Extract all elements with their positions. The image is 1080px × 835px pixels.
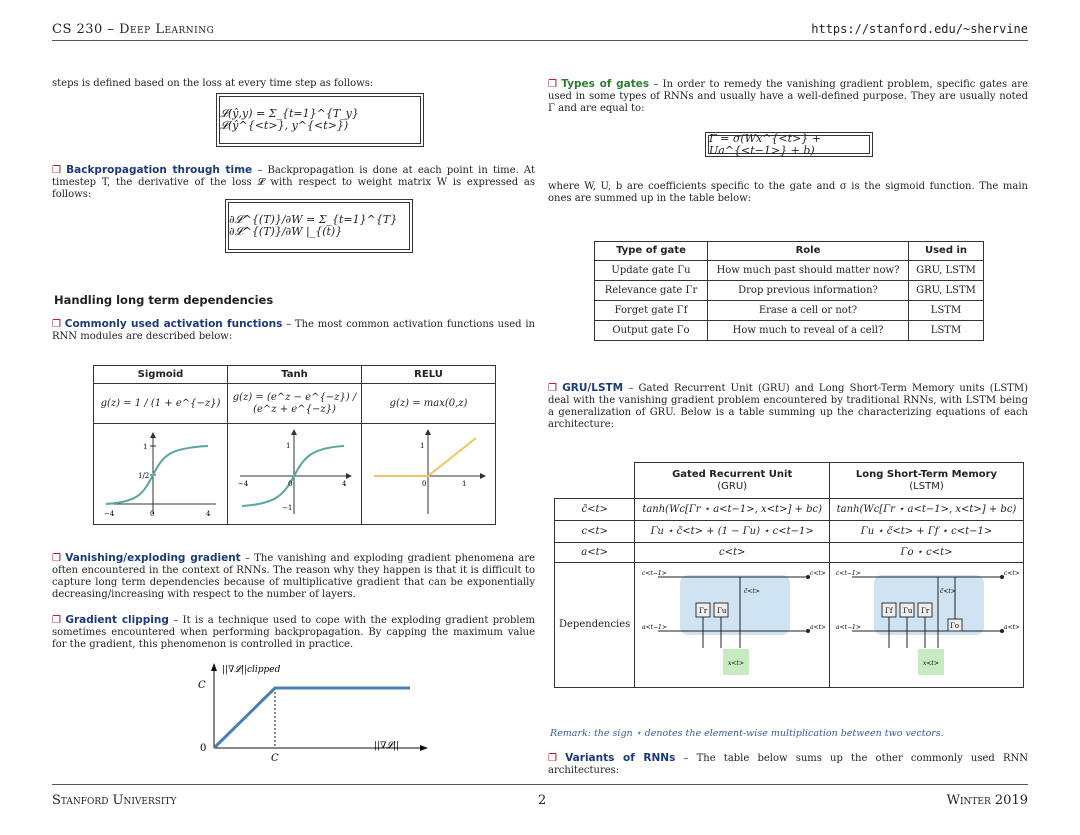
gate-equation-text: Γ = σ(Wx^{<t>} + Ua^{<t−1>} + b)	[709, 131, 821, 157]
gate-cell: GRU, LSTM	[909, 261, 984, 281]
gru-c-tilde: c̃<t>	[743, 588, 760, 595]
gates-header: Role	[708, 242, 909, 261]
gate-cell: GRU, LSTM	[909, 281, 984, 301]
gate-cell: LSTM	[909, 321, 984, 341]
relu-plot	[366, 424, 491, 520]
lstm-header	[830, 463, 1024, 499]
bptt-equation	[228, 202, 410, 250]
gate-cell: Update gate Γu	[595, 261, 708, 281]
gate-equation	[708, 131, 870, 157]
page-number: 2	[538, 793, 547, 808]
lstm-gate-r: Γr	[921, 607, 930, 615]
vanishing-title: Vanishing/exploding gradient	[65, 552, 241, 564]
tanh-tick-pos: 4	[342, 480, 347, 488]
bptt-paragraph	[52, 164, 535, 201]
relu-tick-1: 1	[420, 442, 425, 450]
gru-cell: tanh(Wc[Γr ⋆ a<t−1>, x<t>] + bc)	[635, 499, 830, 521]
lstm-gate-o: Γo	[950, 622, 960, 630]
gate-cell: Drop previous information?	[708, 281, 909, 301]
clip-zero-label: 0	[200, 743, 207, 754]
gru-diagram-cell	[635, 563, 830, 688]
empty-corner	[555, 463, 635, 499]
relu-tick-zero: 0	[422, 480, 427, 488]
gru-a-prev: a<t−1>	[641, 624, 667, 631]
row-label: c̃<t>	[555, 499, 635, 521]
gru-a-out: a<t>	[809, 624, 825, 631]
gates-text: – In order to remedy the vanishing gradient problem, specific gates are used in some types of RNNs and usually have a well-defined purpose. They are usually noted Γ and are equal to:	[548, 79, 1029, 114]
gru-c-prev: c<t−1>	[641, 570, 667, 577]
square-bullet-icon: ❐	[548, 753, 557, 764]
clipping-graph	[192, 660, 432, 766]
lstm-cell: Γo ⋆ c<t>	[830, 543, 1024, 563]
sigmoid-tick-neg: −4	[104, 510, 115, 518]
clip-x-label: ||∇𝓛||	[374, 741, 399, 751]
sigmoid-plot-cell	[94, 424, 228, 525]
square-bullet-icon: ❐	[52, 553, 61, 564]
clip-c-label: C	[198, 680, 206, 691]
tanh-plot-cell	[228, 424, 362, 525]
row-label: c<t>	[555, 521, 635, 543]
activation-table	[93, 365, 496, 525]
gate-cell: How much past should matter now?	[708, 261, 909, 281]
lstm-a-out: a<t>	[1004, 624, 1019, 631]
gru-text: – Gated Recurrent Unit (GRU) and Long Short-Term Memory units (LSTM) deal with the vanishing gradient problem encountered by traditional RNNs, with LSTM being a generalization of GRU. Below is a table summing up the characterizing equations of each architecture:	[548, 383, 1028, 430]
gru-header	[635, 463, 830, 499]
lstm-x: x<t>	[923, 660, 939, 667]
gate-cell: Output gate Γo	[595, 321, 708, 341]
tanh-plot	[232, 424, 357, 520]
clip-cx-label: C	[271, 753, 279, 764]
activation-formula: g(z) = 1 / (1 + e^{−z})	[94, 384, 228, 424]
square-bullet-icon: ❐	[52, 319, 61, 330]
gate-cell: Relevance gate Γr	[595, 281, 708, 301]
lstm-gate-u: Γu	[903, 607, 913, 615]
bptt-text: – Backpropagation is done at each point in time. At timestep T, the derivative of the loss 𝓛 with respect to weight matrix W is expressed as follows:	[52, 165, 535, 200]
lstm-diagram	[834, 563, 1019, 683]
lstm-diagram-cell	[830, 563, 1024, 688]
activation-header: RELU	[362, 366, 496, 384]
gru-cell: c<t>	[635, 543, 830, 563]
gate-cell: How much to reveal of a cell?	[708, 321, 909, 341]
gates-header: Type of gate	[595, 242, 708, 261]
tanh-tick-zero: 0	[288, 480, 293, 488]
row-label: a<t>	[555, 543, 635, 563]
gates-paragraph	[548, 78, 1028, 115]
loss-equation	[219, 96, 421, 144]
lstm-cell: tanh(Wc[Γr ⋆ a<t−1>, x<t>] + bc)	[830, 499, 1024, 521]
lstm-c-prev: c<t−1>	[836, 570, 861, 577]
relu-plot-cell	[362, 424, 496, 525]
lstm-cell: Γu ⋆ c̃<t> + Γf ⋆ c<t−1>	[830, 521, 1024, 543]
gates-title: Types of gates	[561, 78, 650, 90]
course-title: CS 230 – Deep Learning	[52, 22, 215, 37]
gru-header-sub: (GRU)	[717, 480, 748, 492]
intro-text: steps is defined based on the loss at every time step as follows:	[52, 78, 374, 89]
clipping-title: Gradient clipping	[65, 614, 169, 626]
gate-after-text: where W, U, b are coefficients specific to the gate and σ is the sigmoid function. The main ones are summed up in the table below:	[548, 181, 1028, 204]
gates-header: Used in	[909, 242, 984, 261]
gate-cell: Forget gate Γf	[595, 301, 708, 321]
sigmoid-tick-1: 1	[143, 443, 148, 451]
page-header	[52, 20, 1028, 41]
variants-title: Variants of RNNs	[565, 752, 676, 764]
square-bullet-icon: ❐	[548, 383, 557, 394]
activation-text: – The most common activation functions used in RNN modules are described below:	[52, 319, 535, 342]
activation-header: Tanh	[228, 366, 362, 384]
gate-cell: Erase a cell or not?	[708, 301, 909, 321]
square-bullet-icon: ❐	[52, 165, 61, 176]
clip-y-label: ||∇𝓛||clipped	[222, 665, 281, 675]
gru-cell: Γu ⋆ c̃<t> + (1 − Γu) ⋆ c<t−1>	[635, 521, 830, 543]
gru-lstm-table	[554, 462, 1024, 688]
gru-title: GRU/LSTM	[562, 382, 624, 394]
lstm-a-prev: a<t−1>	[836, 624, 861, 631]
tanh-tick-neg1: −1	[282, 504, 293, 512]
gru-header-title: Gated Recurrent Unit	[672, 468, 793, 480]
variants-paragraph	[548, 752, 1028, 777]
gru-diagram	[640, 563, 825, 683]
square-bullet-icon: ❐	[548, 79, 557, 90]
remark-text: Remark: the sign ⋆ denotes the element-wise multiplication between two vectors.	[550, 728, 944, 739]
sigmoid-tick-half: 1/2	[138, 472, 150, 480]
course-url[interactable]: https://stanford.edu/~shervine	[811, 22, 1028, 36]
gru-gate-u: Γu	[716, 607, 727, 615]
gru-gate-r: Γr	[698, 607, 707, 615]
dependencies-label: Dependencies	[555, 563, 635, 688]
lstm-header-title: Long Short-Term Memory	[855, 468, 998, 480]
lstm-header-sub: (LSTM)	[909, 480, 944, 492]
clipping-text: – It is a technique used to cope with the exploding gradient problem sometimes encountered when performing backpropagation. By capping the maximum value for the gradient, this phenomenon is controlled in practice.	[52, 615, 535, 650]
square-bullet-icon: ❐	[52, 615, 61, 626]
activation-formula: g(z) = max(0,z)	[362, 384, 496, 424]
vanishing-paragraph	[52, 552, 535, 601]
variants-text: – The table below sums up the other commonly used RNN architectures:	[548, 753, 1028, 776]
gru-paragraph	[548, 382, 1028, 431]
footer-university: Stanford University	[52, 793, 177, 808]
gru-x: x<t>	[727, 660, 744, 667]
clipping-paragraph	[52, 614, 535, 651]
activation-title: Commonly used activation functions	[64, 318, 283, 330]
tanh-tick-1: 1	[286, 442, 291, 450]
gate-cell: LSTM	[909, 301, 984, 321]
sigmoid-tick-zero: 0	[150, 510, 155, 518]
lstm-gate-f: Γf	[885, 607, 893, 615]
section-heading: Handling long term dependencies	[54, 293, 274, 307]
bptt-equation-text: ∂𝓛^{(T)}/∂W = Σ_{t=1}^{T} ∂𝓛^{(T)}/∂W |_{(t)}	[229, 213, 398, 238]
tanh-tick-neg: −4	[238, 480, 249, 488]
lstm-c-tilde: c̃<t>	[940, 588, 956, 595]
activation-header: Sigmoid	[94, 366, 228, 384]
sigmoid-plot	[98, 424, 223, 520]
activation-formula: g(z) = (e^z − e^{−z}) / (e^z + e^{−z})	[228, 384, 362, 424]
activation-paragraph	[52, 318, 535, 343]
page-footer	[52, 784, 1028, 815]
footer-term: Winter 2019	[946, 793, 1028, 808]
gru-c-out: c<t>	[809, 570, 825, 577]
relu-tick-one: 1	[462, 480, 467, 488]
loss-equation-text: 𝓛(ŷ,y) = Σ_{t=1}^{T_y} 𝓛(ŷ^{<t>}, y^{<t>})	[220, 107, 359, 132]
sigmoid-tick-pos: 4	[206, 510, 211, 518]
gates-table	[594, 241, 984, 341]
bptt-title: Backpropagation through time	[66, 164, 253, 176]
vanishing-text: – The vanishing and exploding gradient phenomena are often encountered in the context of RNNs. The reason why they happen is that it is difficult to capture long term dependencies because of multiplicative gradient that can be exponentially decreasing/increasing with respect to the number of layers.	[52, 553, 535, 600]
lstm-c-out: c<t>	[1004, 570, 1019, 577]
